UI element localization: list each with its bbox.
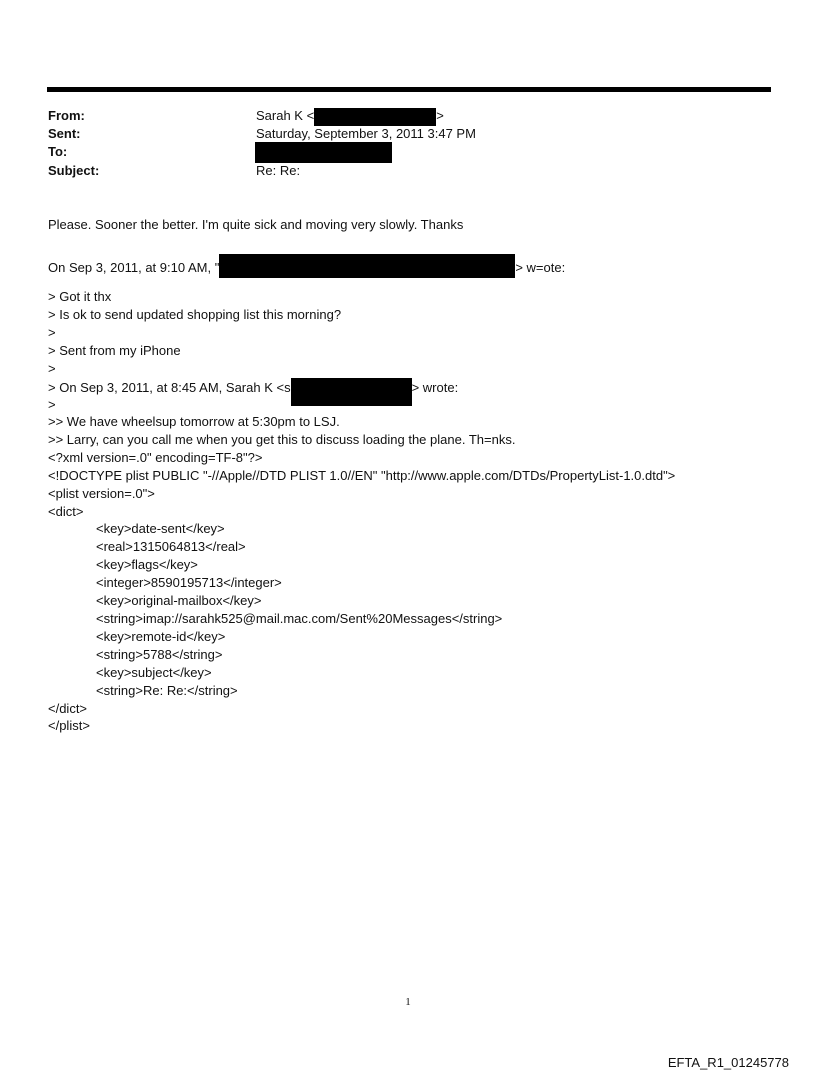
plist-line: <key>remote-id</key> (96, 629, 226, 644)
reply-text: Please. Sooner the better. I'm quite sick and moving very slowly. Thanks (48, 217, 464, 232)
from-name: Sarah K < (256, 108, 315, 123)
plist-line: <key>flags</key> (96, 557, 198, 572)
plist-line: <dict> (48, 504, 84, 519)
redaction-box (314, 108, 436, 126)
quoted-line: > (48, 361, 56, 376)
subject-value: Re: Re: (256, 163, 301, 178)
sent-label: Sent: (48, 126, 81, 141)
attribution-end: > w=ote: (515, 260, 566, 275)
page-number: 1 (405, 996, 411, 1008)
bates-number: EFTA_R1_01245778 (667, 1055, 789, 1070)
plist-line: <string>5788</string> (96, 647, 223, 662)
quoted-line: > Is ok to send updated shopping list this morning? (48, 307, 342, 322)
attribution-line (48, 254, 565, 278)
quoted-line: >> Larry, can you call me when you get this to discuss loading the plane. Th=nks. (48, 432, 516, 447)
plist-line: <?xml version=.0" encoding=TF-8"?> (48, 450, 263, 465)
quoted-line: >> We have wheelsup tomorrow at 5:30pm to LSJ. (48, 414, 340, 429)
attribution-start: > On Sep 3, 2011, at 8:45 AM, Sarah K <s (48, 380, 291, 395)
from-value-end: > (436, 108, 444, 123)
quoted-line: > Got it thx (48, 289, 112, 304)
quoted-line: > Sent from my iPhone (48, 343, 181, 358)
attribution-end: > wrote: (411, 380, 459, 395)
header-rule (47, 87, 771, 92)
to-label: To: (48, 144, 68, 159)
plist-line: <key>date-sent</key> (96, 521, 225, 536)
plist-line: <key>subject</key> (96, 665, 212, 680)
plist-line: <plist version=.0"> (48, 486, 155, 501)
quoted-line: > (48, 397, 56, 412)
redaction-box (219, 254, 515, 278)
plist-line: <string>imap://sarahk525@mail.mac.com/Sent%20Messages</string> (96, 611, 503, 626)
plist-line: </dict> (48, 701, 88, 716)
redaction-box (291, 378, 412, 406)
from-value (256, 107, 444, 126)
plist-line: </plist> (48, 718, 90, 733)
plist-line: <key>original-mailbox</key> (96, 593, 262, 608)
subject-label: Subject: (48, 163, 100, 178)
redaction-box (255, 142, 392, 163)
to-value (255, 142, 392, 163)
plist-line: <integer>8590195713</integer> (96, 575, 282, 590)
quoted-line: > (48, 325, 56, 340)
attribution-start: On Sep 3, 2011, at 9:10 AM, " (48, 260, 220, 275)
plist-line: <!DOCTYPE plist PUBLIC "-//Apple//DTD PLIST 1.0//EN" "http://www.apple.com/DTDs/PropertyList-1.0.dtd"> (48, 468, 676, 483)
sent-value: Saturday, September 3, 2011 3:47 PM (256, 126, 476, 141)
plist-line: <string>Re: Re:</string> (96, 683, 238, 698)
plist-line: <real>1315064813</real> (96, 539, 246, 554)
from-label: From: (48, 108, 85, 123)
attribution-line (48, 378, 458, 406)
